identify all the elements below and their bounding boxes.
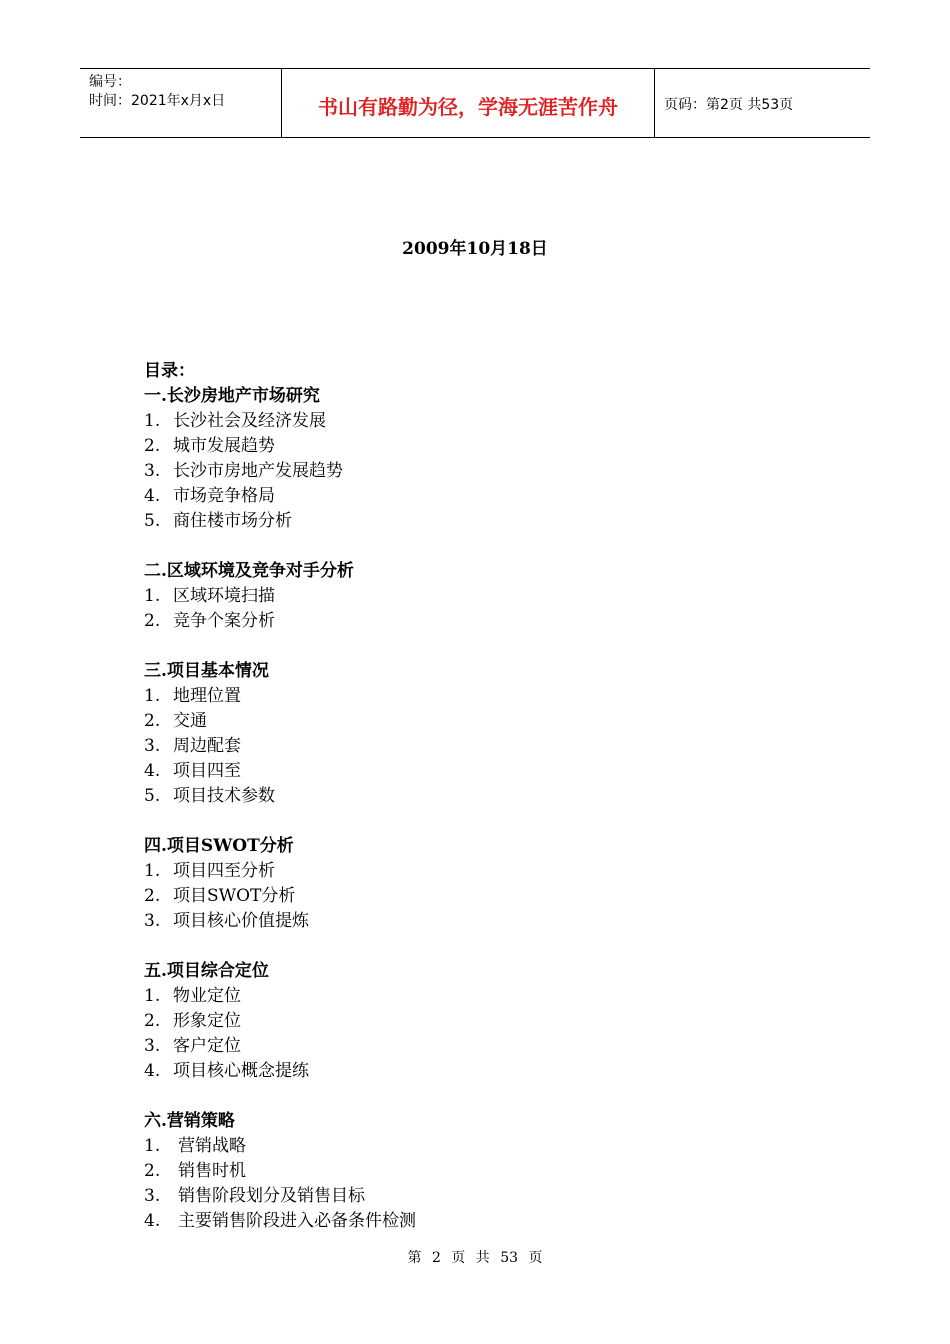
item-number: 5. <box>144 786 161 806</box>
toc-section <box>144 384 416 534</box>
header-page-info: 页码：第2页 共53页 <box>664 97 794 113</box>
item-number: 3. <box>144 461 161 481</box>
item-number: 2. <box>144 711 161 731</box>
list-item <box>144 484 416 509</box>
item-number: 4. <box>144 1211 161 1231</box>
item-text: 项目四至 <box>173 761 241 781</box>
item-number: 1. <box>144 411 161 431</box>
page-footer: 第 2 页 共 53 页 <box>407 1250 543 1266</box>
item-text: 项目核心概念提练 <box>173 1061 309 1081</box>
item-text: 客户定位 <box>173 1036 241 1056</box>
list-item <box>144 509 416 534</box>
list-item <box>144 859 416 884</box>
item-number: 2. <box>144 886 161 906</box>
item-number: 3. <box>144 1186 161 1206</box>
item-text: 主要销售阶段进入必备条件检测 <box>178 1211 416 1231</box>
item-number: 3. <box>144 1036 161 1056</box>
list-item <box>144 459 416 484</box>
item-text: 商住楼市场分析 <box>173 511 292 531</box>
section-title: 四.项目SWOT分析 <box>144 836 294 856</box>
item-number: 1. <box>144 861 161 881</box>
list-item <box>144 1009 416 1034</box>
item-text: 区域环境扫描 <box>173 586 275 606</box>
list-item <box>144 1034 416 1059</box>
list-item <box>144 784 416 809</box>
item-number: 4. <box>144 486 161 506</box>
time-label: 时间：2021年x月x日 <box>89 93 226 109</box>
item-text: 城市发展趋势 <box>173 436 275 456</box>
item-text: 项目核心价值提炼 <box>173 911 309 931</box>
toc-title: 目录： <box>144 361 195 381</box>
toc-section <box>144 1109 416 1234</box>
page-header <box>80 68 870 138</box>
list-item <box>144 984 416 1009</box>
list-item <box>144 1159 416 1184</box>
item-number: 1. <box>144 686 161 706</box>
item-text: 项目四至分析 <box>173 861 275 881</box>
list-item <box>144 909 416 934</box>
item-number: 3. <box>144 911 161 931</box>
list-item <box>144 1059 416 1084</box>
item-number: 5. <box>144 511 161 531</box>
serial-label: 编号： <box>89 74 131 90</box>
item-text: 地理位置 <box>173 686 241 706</box>
section-title: 二.区域环境及竞争对手分析 <box>144 561 354 581</box>
item-number: 2. <box>144 611 161 631</box>
list-item <box>144 1184 416 1209</box>
list-item <box>144 1134 416 1159</box>
toc-section <box>144 959 416 1084</box>
list-item <box>144 684 416 709</box>
item-number: 1. <box>144 986 161 1006</box>
toc-section <box>144 659 416 809</box>
item-number: 2. <box>144 436 161 456</box>
section-title: 三.项目基本情况 <box>144 661 269 681</box>
header-motto: 书山有路勤为径，学海无涯苦作舟 <box>282 69 655 137</box>
list-item <box>144 884 416 909</box>
item-text: 长沙市房地产发展趋势 <box>173 461 343 481</box>
item-number: 2. <box>144 1011 161 1031</box>
list-item <box>144 409 416 434</box>
item-text: 项目SWOT分析 <box>173 886 296 906</box>
item-number: 3. <box>144 736 161 756</box>
list-item <box>144 609 416 634</box>
item-number: 1. <box>144 586 161 606</box>
item-text: 营销战略 <box>178 1136 246 1156</box>
section-title: 五.项目综合定位 <box>144 961 269 981</box>
toc-section <box>144 834 416 934</box>
item-number: 4. <box>144 1061 161 1081</box>
table-of-contents <box>144 359 416 1234</box>
list-item <box>144 709 416 734</box>
list-item <box>144 1209 416 1234</box>
item-text: 市场竞争格局 <box>173 486 275 506</box>
toc-section <box>144 559 416 634</box>
list-item <box>144 584 416 609</box>
document-date: 2009年10月18日 <box>402 239 548 259</box>
list-item <box>144 434 416 459</box>
item-number: 1. <box>144 1136 161 1156</box>
item-text: 周边配套 <box>173 736 241 756</box>
item-text: 物业定位 <box>173 986 241 1006</box>
list-item <box>144 759 416 784</box>
item-text: 交通 <box>173 711 207 731</box>
item-text: 项目技术参数 <box>173 786 275 806</box>
item-text: 竞争个案分析 <box>173 611 275 631</box>
item-text: 长沙社会及经济发展 <box>173 411 326 431</box>
item-number: 2. <box>144 1161 161 1181</box>
section-title: 一.长沙房地产市场研究 <box>144 386 320 406</box>
header-meta <box>80 69 282 137</box>
section-title: 六.营销策略 <box>144 1111 235 1131</box>
item-text: 销售阶段划分及销售目标 <box>178 1186 365 1206</box>
list-item <box>144 734 416 759</box>
item-number: 4. <box>144 761 161 781</box>
item-text: 销售时机 <box>178 1161 246 1181</box>
item-text: 形象定位 <box>173 1011 241 1031</box>
